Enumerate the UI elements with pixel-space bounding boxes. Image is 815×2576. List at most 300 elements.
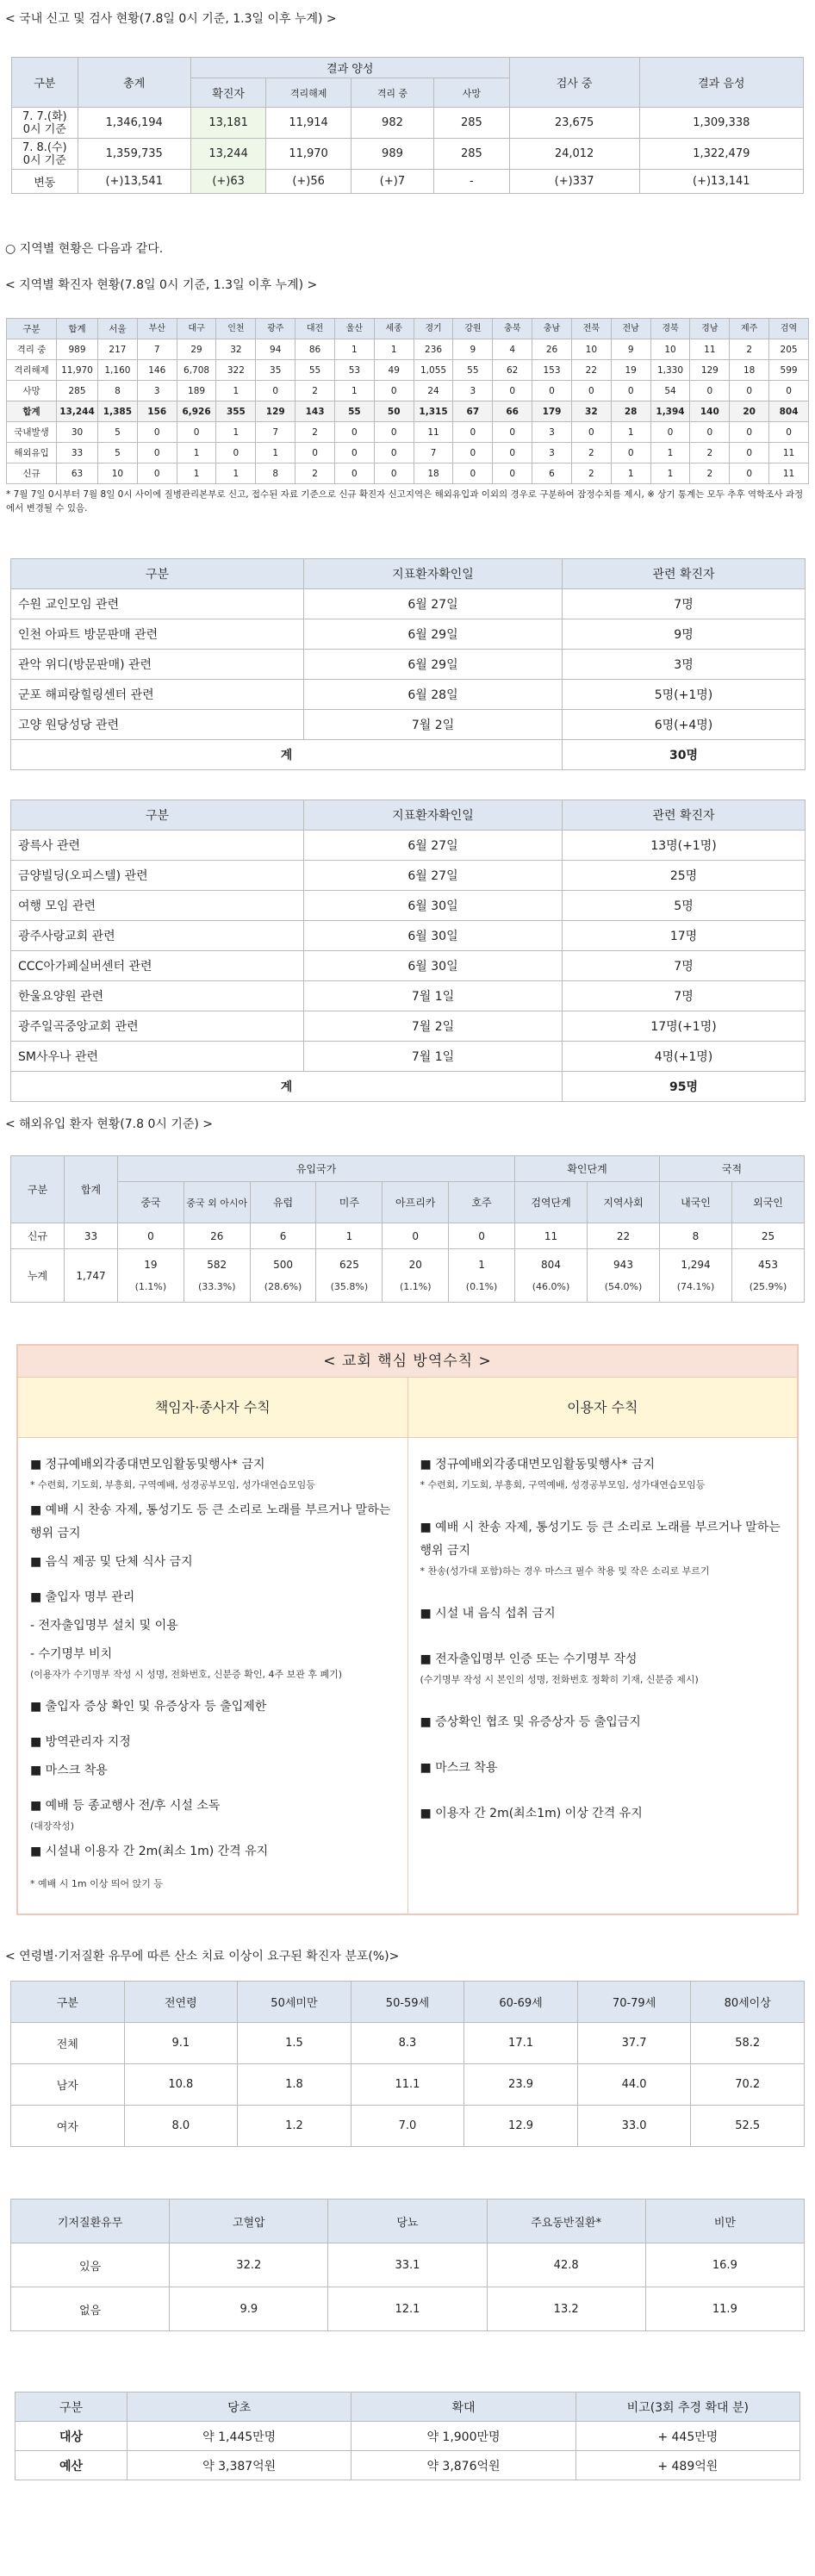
header-cell: 검역 — [769, 319, 809, 339]
table-row — [11, 2064, 805, 2106]
cell: 25 — [732, 1223, 805, 1249]
table-row — [12, 170, 804, 194]
guideline-note: * 찬송(성가대 포함)하는 경우 마스크 필수 착용 및 작은 소리로 부르기 — [420, 1565, 710, 1577]
guideline-note: * 예배 시 1m 이상 띄어 앉기 등 — [30, 1878, 163, 1889]
cell-percent: (0.1%) — [465, 1280, 498, 1292]
cell: 7월 2일 — [304, 710, 563, 740]
cell: 17.1 — [464, 2023, 578, 2064]
row-label: 격리 중 — [7, 339, 57, 360]
cell-value: 19 — [144, 1258, 158, 1271]
table-row — [12, 139, 804, 170]
table-row-cumulative — [11, 1249, 805, 1303]
cell: 0 — [118, 1223, 184, 1249]
header-country: 유럽 — [250, 1182, 316, 1223]
church-title: < 교회 핵심 방역수칙 > — [18, 1346, 797, 1377]
cell: 3 — [453, 381, 493, 401]
header-cell: 광주 — [256, 319, 296, 339]
church-left-column — [18, 1377, 408, 1913]
cell — [732, 1249, 805, 1303]
cell: 55 — [453, 360, 493, 381]
cell: 0 — [611, 381, 650, 401]
header-cell: 인천 — [216, 319, 256, 339]
header-country: 중국 외 아시아 — [184, 1182, 250, 1223]
cell: 0 — [769, 381, 809, 401]
header-cell: 고혈압 — [170, 2200, 328, 2243]
cell: 13,244 — [57, 401, 98, 422]
cell: 6월 27일 — [304, 861, 563, 891]
cell — [515, 1249, 588, 1303]
guideline-item: ■ 예배 시 찬송 자제, 통성기도 등 큰 소리로 노래를 부르거나 말하는 행위 금지 — [30, 1503, 391, 1540]
cell: 0 — [374, 422, 414, 443]
row-label: 변동 — [12, 170, 78, 194]
cell: 0 — [532, 381, 572, 401]
table-row — [11, 1011, 806, 1042]
cell: 22 — [571, 360, 611, 381]
header-nation-item: 내국인 — [660, 1182, 732, 1223]
guideline-item: ■ 마스크 착용 — [30, 1764, 108, 1777]
cell: 1 — [177, 443, 216, 464]
cell: + 489억원 — [575, 2451, 799, 2480]
header-cell: 50-59세 — [351, 1982, 464, 2023]
guideline-item: - 수기명부 비치 — [30, 1647, 113, 1661]
cell: 1,322,479 — [639, 139, 803, 170]
guideline-item: ■ 정규예배외각종대면모임활동및행사* 금지 — [30, 1458, 265, 1472]
cell: 7.0 — [351, 2106, 464, 2147]
cell: 0 — [493, 464, 532, 484]
cell: 전체 — [11, 2023, 125, 2064]
cell: 63 — [57, 464, 98, 484]
cell: CCC아가페실버센터 관련 — [11, 951, 304, 981]
underlying-disease-table — [10, 2199, 805, 2331]
table-row — [7, 381, 809, 401]
cell: 1 — [216, 464, 256, 484]
cell: 0 — [137, 422, 177, 443]
cell: 5 — [98, 422, 138, 443]
cell: 6월 27일 — [304, 831, 563, 861]
cell: 0 — [383, 1223, 449, 1249]
cell: 0 — [493, 381, 532, 401]
cell: 24,012 — [509, 139, 639, 170]
cell: 4 — [493, 339, 532, 360]
cell: 70.2 — [691, 2064, 805, 2106]
cell-value: 804 — [541, 1258, 561, 1271]
header-country: 호주 — [449, 1182, 515, 1223]
cell: 약 1,900만명 — [352, 2422, 575, 2451]
cell: 약 3,387억원 — [128, 2451, 352, 2480]
cell-value: 500 — [273, 1258, 294, 1271]
cell — [118, 1249, 184, 1303]
header-cell: 60-69세 — [464, 1982, 578, 2023]
cell: 153 — [532, 360, 572, 381]
cell: 6월 30일 — [304, 921, 563, 951]
header-cell: 구분 — [16, 2392, 128, 2422]
cell: 1 — [611, 422, 650, 443]
cell: 146 — [137, 360, 177, 381]
cell: 2 — [571, 464, 611, 484]
header-cell: 세종 — [374, 319, 414, 339]
cell: 217 — [98, 339, 138, 360]
cell: 광주일곡중앙교회 관련 — [11, 1011, 304, 1042]
cell: 0 — [374, 464, 414, 484]
cell: 6월 27일 — [304, 589, 563, 619]
guideline-item: ■ 정규예배외각종대면모임활동및행사* 금지 — [420, 1458, 656, 1472]
cell-percent: (35.8%) — [330, 1280, 369, 1292]
cell: 약 3,876억원 — [352, 2451, 575, 2480]
guideline-item: ■ 예배 시 찬송 자제, 통성기도 등 큰 소리로 노래를 부르거나 말하는 행위 금지 — [420, 1521, 781, 1558]
cell: 7월 1일 — [304, 981, 563, 1011]
guideline-note: * 수련회, 기도회, 부흥회, 구역예배, 성경공부모임, 성가대연습모임등 — [30, 1479, 315, 1490]
header-country: 아프리카 — [383, 1182, 449, 1223]
cell-percent: (33.3%) — [197, 1280, 236, 1292]
cell: (+)13,541 — [78, 170, 190, 194]
table-row — [11, 2023, 805, 2064]
cell: 0 — [730, 422, 769, 443]
cell: 7 — [137, 339, 177, 360]
cell — [588, 1249, 660, 1303]
header-cell: 구분 — [7, 319, 57, 339]
cell — [316, 1249, 383, 1303]
cell: 11 — [515, 1223, 588, 1249]
cell: 1 — [177, 464, 216, 484]
cell: 6 — [532, 464, 572, 484]
cell: 8 — [98, 381, 138, 401]
cell: 1 — [316, 1223, 383, 1249]
header-stage-item: 검역단계 — [515, 1182, 588, 1223]
cell: 6월 30일 — [304, 891, 563, 921]
cell: 18 — [414, 464, 453, 484]
cell: 62 — [493, 360, 532, 381]
header-cell: 구분 — [11, 800, 304, 831]
cell: (+)13,141 — [639, 170, 803, 194]
cell: 13.2 — [487, 2287, 645, 2331]
header-cell: 전북 — [571, 319, 611, 339]
cell-percent: (1.1%) — [399, 1280, 432, 1292]
guideline-item: ■ 출입자 증상 확인 및 유증상자 등 출입제한 — [30, 1700, 267, 1714]
cell: 약 1,445만명 — [128, 2422, 352, 2451]
row-label: 합계 — [7, 401, 57, 422]
header-cell: 대구 — [177, 319, 216, 339]
cell: 0 — [690, 422, 730, 443]
cell: 11,970 — [266, 139, 351, 170]
header-stage: 확인단계 — [515, 1156, 660, 1182]
table-row — [11, 2287, 805, 2331]
cell: 0 — [769, 422, 809, 443]
cell: 1 — [216, 422, 256, 443]
cell: 0 — [137, 443, 177, 464]
cell: 67 — [453, 401, 493, 422]
header-cell: 확대 — [352, 2392, 575, 2422]
cell: 0 — [374, 443, 414, 464]
cell: 35 — [256, 360, 296, 381]
header-cell: 당초 — [128, 2392, 352, 2422]
cell: 0 — [177, 422, 216, 443]
cell: 3 — [532, 422, 572, 443]
table-row-total — [11, 740, 806, 770]
cell: 7월 2일 — [304, 1011, 563, 1042]
cell: 0 — [256, 381, 296, 401]
table-row — [16, 2451, 800, 2480]
cell-value: 20 — [408, 1258, 422, 1271]
cell: 989 — [57, 339, 98, 360]
cell-percent: (74.1%) — [676, 1280, 715, 1292]
cluster-table-2 — [10, 800, 806, 1102]
cell: 7명 — [563, 951, 806, 981]
table-row — [7, 464, 809, 484]
cell: 24 — [414, 381, 453, 401]
table-row — [7, 422, 809, 443]
cell: 광주사랑교회 관련 — [11, 921, 304, 951]
regional-note: * 7월 7일 0시부터 7월 8일 0시 사이에 질병관리본부로 신고, 접수된 자료 기준으로 신규 확진자 신고지역은 해외유입과 이외의 경우로 구분하여 잠정수치를 제시, ※ 상기 통계는 모두 추후 역학조사 과정에서 변경될 수 있음. — [6, 489, 804, 513]
guideline-note: (수기명부 작성 시 본인의 성명, 전화번호 정확히 기재, 신분증 제시) — [420, 1674, 699, 1685]
church-left-heading: 책임자·종사자 수칙 — [18, 1378, 408, 1438]
cell: 53 — [334, 360, 374, 381]
header-country: 미주 — [316, 1182, 383, 1223]
cell: 32 — [571, 401, 611, 422]
guideline-item: ■ 예배 등 종교행사 전/후 시설 소독 — [30, 1799, 221, 1813]
cell: 있음 — [11, 2243, 170, 2287]
cell: 2 — [730, 339, 769, 360]
cell: 1 — [611, 464, 650, 484]
row-label: 7. 8.(수) 0시 기준 — [12, 139, 78, 170]
cell: 156 — [137, 401, 177, 422]
row-label: 7. 7.(화) 0시 기준 — [12, 108, 78, 139]
cell: 22 — [588, 1223, 660, 1249]
header-cell: 합계 — [57, 319, 98, 339]
cell — [449, 1249, 515, 1303]
cell: 129 — [256, 401, 296, 422]
guideline-item: ■ 증상확인 협조 및 유증상자 등 출입금지 — [420, 1715, 641, 1729]
header-inflow: 유입국가 — [118, 1156, 515, 1182]
cell: 1,385 — [98, 401, 138, 422]
cell: 10.8 — [124, 2064, 238, 2106]
cell: 7월 1일 — [304, 1042, 563, 1072]
guideline-item: ■ 출입자 명부 관리 — [30, 1590, 135, 1604]
total-value: 30명 — [563, 740, 806, 770]
table-row — [12, 108, 804, 139]
guideline-item: ■ 전자출입명부 인증 또는 수기명부 작성 — [420, 1652, 638, 1666]
header-cell: 80세이상 — [691, 1982, 805, 2023]
cell: 1 — [256, 443, 296, 464]
cell: - — [434, 170, 510, 194]
cell: 17명(+1명) — [563, 1011, 806, 1042]
cell: 인천 아파트 방문판매 관련 — [11, 619, 304, 650]
cell: 9.9 — [170, 2287, 328, 2331]
header-testing: 검사 중 — [509, 58, 639, 108]
cell: 8 — [256, 464, 296, 484]
cell: 50 — [374, 401, 414, 422]
guideline-item: - 전자출입명부 설치 및 이용 — [30, 1619, 178, 1633]
cell: 2 — [690, 443, 730, 464]
header-gubun: 구분 — [11, 1156, 65, 1223]
cell: 군포 해피랑힐링센터 관련 — [11, 680, 304, 710]
cell: 예산 — [16, 2451, 128, 2480]
table-row-new — [11, 1223, 805, 1249]
cell: 11 — [690, 339, 730, 360]
cell: 52.5 — [691, 2106, 805, 2147]
cell: 6명(+4명) — [563, 710, 806, 740]
cell: 6월 29일 — [304, 619, 563, 650]
cell: 1.2 — [238, 2106, 352, 2147]
table-row — [7, 443, 809, 464]
cell: 9 — [611, 339, 650, 360]
cell: 광륵사 관련 — [11, 831, 304, 861]
header-cell: 구분 — [11, 1982, 125, 2023]
cell: 804 — [769, 401, 809, 422]
cell: 26 — [532, 339, 572, 360]
cell: 11,914 — [266, 108, 351, 139]
church-right-heading: 이용자 수칙 — [408, 1378, 798, 1438]
cell: 남자 — [11, 2064, 125, 2106]
cell: 355 — [216, 401, 256, 422]
header-cell: 울산 — [334, 319, 374, 339]
cell: 18 — [730, 360, 769, 381]
header-total: 합계 — [65, 1156, 118, 1223]
table-row — [11, 2243, 805, 2287]
table-row — [11, 710, 806, 740]
cell: 관악 위디(방문판매) 관련 — [11, 650, 304, 680]
table-row — [7, 401, 809, 422]
cell: + 445만명 — [575, 2422, 799, 2451]
cell-percent: (46.0%) — [532, 1280, 570, 1292]
header-cell: 지표환자확인일 — [304, 559, 563, 589]
header-confirmed: 확진자 — [190, 78, 266, 108]
cell: (+)7 — [351, 170, 433, 194]
cell-value: 625 — [339, 1258, 359, 1271]
row-label: 사망 — [7, 381, 57, 401]
cell: 37.7 — [577, 2023, 691, 2064]
cell: 1,346,194 — [78, 108, 190, 139]
cell-value: 582 — [207, 1258, 227, 1271]
cell: 0 — [453, 443, 493, 464]
header-positive: 결과 양성 — [190, 58, 509, 78]
cell: 11,970 — [57, 360, 98, 381]
header-cell: 대전 — [296, 319, 335, 339]
cell: 42.8 — [487, 2243, 645, 2287]
cell: 12.9 — [464, 2106, 578, 2147]
cell: 0 — [493, 443, 532, 464]
table-row — [11, 981, 806, 1011]
cell: 6월 30일 — [304, 951, 563, 981]
cell: 11 — [769, 464, 809, 484]
header-total: 총계 — [78, 58, 190, 108]
cell: 19 — [611, 360, 650, 381]
total-value: 95명 — [563, 1072, 806, 1102]
cell: 7 — [256, 422, 296, 443]
header-cell: 지표환자확인일 — [304, 800, 563, 831]
cell: 3 — [532, 443, 572, 464]
table-row — [11, 921, 806, 951]
cell: 10 — [571, 339, 611, 360]
row-label: 국내발생 — [7, 422, 57, 443]
cell: 1 — [334, 381, 374, 401]
table-row — [11, 831, 806, 861]
header-cell: 비고(3회 추경 확대 분) — [575, 2392, 799, 2422]
cell: 1,160 — [98, 360, 138, 381]
domestic-test-table — [11, 57, 804, 194]
header-cell: 당뇨 — [328, 2200, 487, 2243]
cell: 28 — [611, 401, 650, 422]
cell: 0 — [611, 443, 650, 464]
row-label: 격리해제 — [7, 360, 57, 381]
cell: 16.9 — [645, 2243, 804, 2287]
cell: 0 — [334, 443, 374, 464]
table-row — [11, 951, 806, 981]
cell: 285 — [57, 381, 98, 401]
cell: 236 — [414, 339, 453, 360]
church-right-column — [408, 1377, 798, 1913]
cell: 한울요양원 관련 — [11, 981, 304, 1011]
cell: 고양 원당성당 관련 — [11, 710, 304, 740]
cell: 1,359,735 — [78, 139, 190, 170]
total-label: 계 — [11, 1072, 563, 1102]
header-cell: 경남 — [690, 319, 730, 339]
header-cell: 충남 — [532, 319, 572, 339]
header-cell: 구분 — [11, 559, 304, 589]
cell: 23,675 — [509, 108, 639, 139]
cell: 13,244 — [190, 139, 266, 170]
cell: 2 — [571, 443, 611, 464]
cell: 0 — [730, 443, 769, 464]
header-cell: 경북 — [650, 319, 690, 339]
cell: 12.1 — [328, 2287, 487, 2331]
cell: 129 — [690, 360, 730, 381]
cell: 0 — [216, 443, 256, 464]
cell: 5명(+1명) — [563, 680, 806, 710]
cell: 0 — [453, 422, 493, 443]
guideline-note: * 수련회, 기도회, 부흥회, 구역예배, 성경공부모임, 성가대연습모임등 — [420, 1479, 706, 1490]
cell: 8 — [660, 1223, 732, 1249]
cell: 44.0 — [577, 2064, 691, 2106]
header-released: 격리해제 — [266, 78, 351, 108]
cell: 33.1 — [328, 2243, 487, 2287]
cell: 285 — [434, 139, 510, 170]
cell: 1,309,338 — [639, 108, 803, 139]
cell: 2 — [690, 464, 730, 484]
cell: 10 — [98, 464, 138, 484]
cell-value: 453 — [758, 1258, 778, 1271]
section-title-domestic: < 국내 신고 및 검사 현황(7.8일 0시 기준, 1.3일 이후 누계) > — [5, 12, 337, 26]
total-label: 계 — [11, 740, 563, 770]
table-row — [11, 650, 806, 680]
header-cell: 50세미만 — [238, 1982, 352, 2023]
table-row — [11, 589, 806, 619]
cell-percent: (54.0%) — [604, 1280, 643, 1292]
header-cell: 서울 — [98, 319, 138, 339]
cell: 94 — [256, 339, 296, 360]
header-cell: 관련 확진자 — [563, 800, 806, 831]
cell: 0 — [449, 1223, 515, 1249]
guideline-item: ■ 시설내 이용자 간 2m(최소 1m) 간격 유지 — [30, 1845, 269, 1858]
cell: 58.2 — [691, 2023, 805, 2064]
church-guidelines-box — [16, 1344, 799, 1915]
header-cell: 제주 — [730, 319, 769, 339]
header-isolated: 격리 중 — [351, 78, 433, 108]
cell: 6월 28일 — [304, 680, 563, 710]
cell: 9.1 — [124, 2023, 238, 2064]
cell: (+)56 — [266, 170, 351, 194]
cell: 0 — [137, 464, 177, 484]
cell: 0 — [493, 422, 532, 443]
cell: 8.3 — [351, 2023, 464, 2064]
cell: 0 — [334, 464, 374, 484]
header-cell: 경기 — [414, 319, 453, 339]
cell: 없음 — [11, 2287, 170, 2331]
cell: 금양빌딩(오피스텔) 관련 — [11, 861, 304, 891]
support-expansion-table — [15, 2392, 800, 2480]
header-cell: 전남 — [611, 319, 650, 339]
cell: 55 — [334, 401, 374, 422]
cell: 0 — [730, 464, 769, 484]
